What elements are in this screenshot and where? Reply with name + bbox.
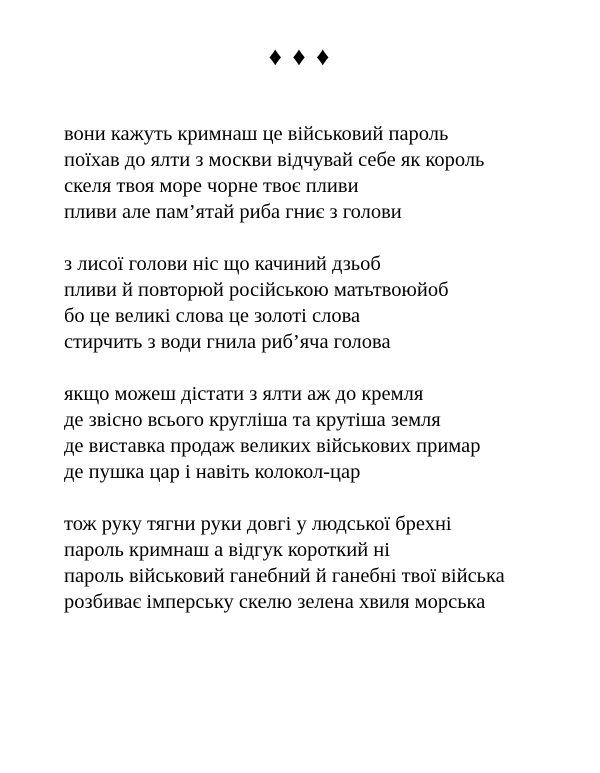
poem-line: де виставка продаж великих військових примар	[64, 435, 481, 457]
poem-line: бо це великі слова це золоті слова	[64, 305, 361, 327]
poem-line: пливи але пам’ятай риба гниє з голови	[64, 201, 402, 223]
poem-line: розбиває імперську скелю зелена хвиля морська	[64, 591, 486, 613]
poem-body	[64, 121, 584, 641]
poem-line: з лисої голови ніс що качиний дзьоб	[64, 253, 381, 275]
poem-line: де пушка цар і навіть колокол-цар	[64, 461, 361, 483]
poem-line: пароль кримнаш а відгук короткий ні	[64, 539, 390, 561]
stanza-1	[64, 121, 584, 225]
poem-line: тож руку тягни руки довгі у людської брехні	[64, 513, 452, 535]
poem-line: поїхав до ялти з москви відчувай себе як король	[64, 149, 485, 171]
poem-line: пливи й повторюй російською матьтвоюйоб	[64, 279, 449, 301]
stanza-4	[64, 511, 584, 615]
poem-line: якщо можеш дістати з ялти аж до кремля	[64, 383, 424, 405]
stanza-3	[64, 381, 584, 485]
stanza-2	[64, 251, 584, 355]
poem-line: вони кажуть кримнаш це військовий пароль	[64, 123, 449, 145]
ornament-diamonds: ♦ ♦ ♦	[268, 42, 332, 71]
poem-line: пароль військовий ганебний й ганебні твої війська	[64, 565, 505, 587]
poem-line: скеля твоя море чорне твоє пливи	[64, 175, 359, 197]
poem-line: де звісно всього кругліша та крутіша земля	[64, 409, 441, 431]
poem-line: стирчить з води гнила риб’яча голова	[64, 331, 391, 353]
